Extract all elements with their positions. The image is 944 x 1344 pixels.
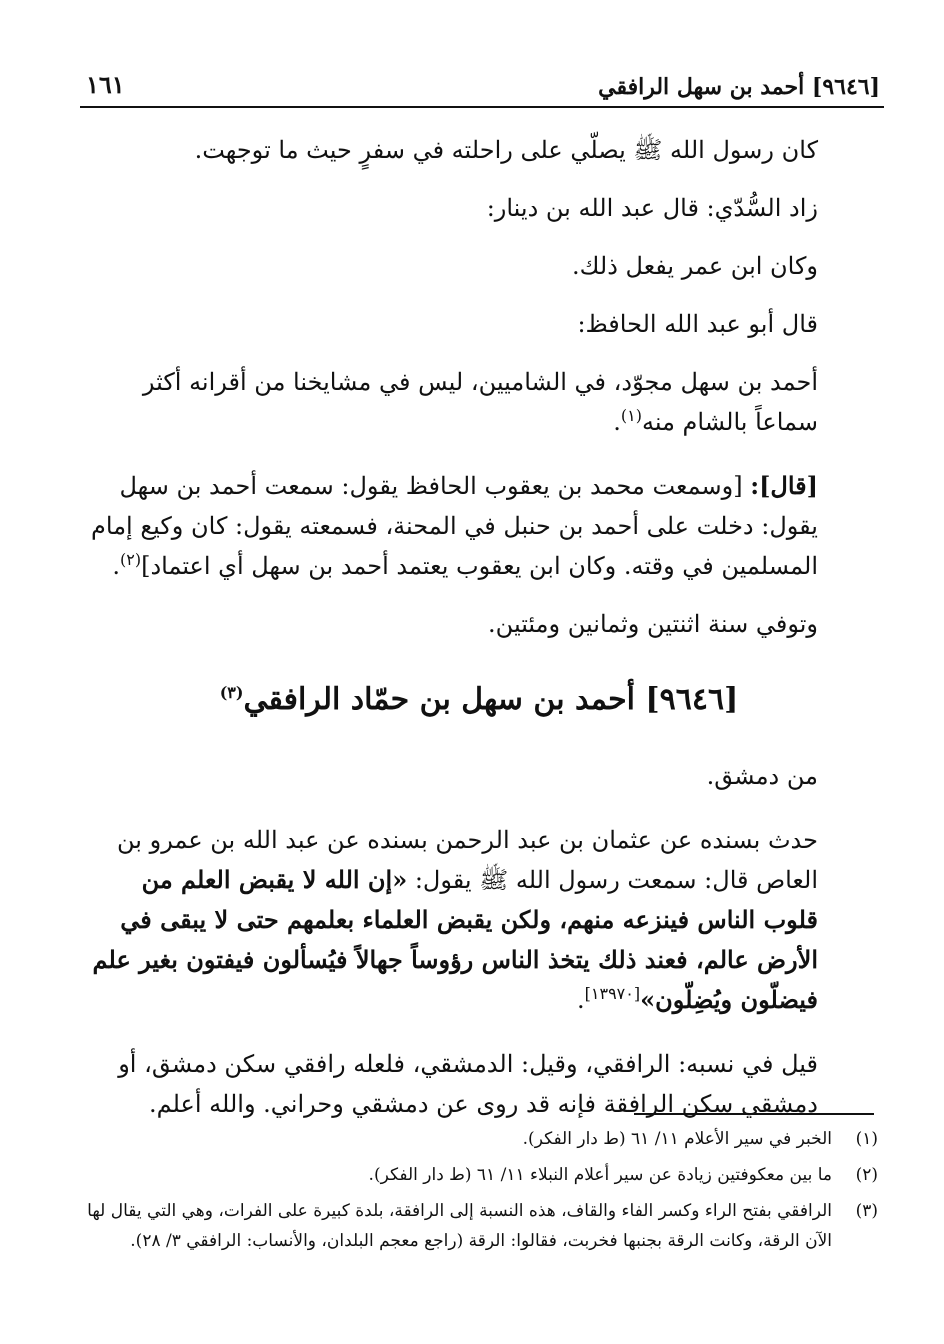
entry-heading xyxy=(80,678,878,722)
footnotes xyxy=(80,1124,878,1262)
paragraph-10: قيل في نسبه: الرافقي، وقيل: الدمشقي، فلعله رافقي سكن دمشق، أو دمشقي سكن الرافقة فإنه قد روى عن دمشقي وحراني. والله أعلم. xyxy=(118,1050,818,1118)
footnote-ref-2: (٢) xyxy=(119,550,142,569)
paragraph-6-text: [وسمعت محمد بن يعقوب الحافظ يقول: سمعت أحمد بن سهل يقول: دخلت على أحمد بن حنبل في المحنة، فسمعته يقول: كان وكيع إمام المسلمين في وقته. وكان ابن يعقوب يعتمد أحمد بن سهل أي اعتماد] xyxy=(91,472,818,580)
paragraph-8: من دمشق. xyxy=(706,762,818,790)
hadith-text: «إن الله لا يقبض العلم من قلوب الناس فينزعه منهم، ولكن يقبض العلماء بعلمهم حتى لا يبقى في الأرض عالم، فعند ذلك يتخذ الناس رؤوساً جهالاً فيُسألون فيفتون بغير علم فيضلّون ويُضِلّون» xyxy=(92,865,818,1014)
footnote-number: (٣) xyxy=(855,1201,878,1221)
header-rule xyxy=(80,106,884,108)
paragraph-5-text: أحمد بن سهل مجوّد، في الشاميين، ليس في مشايخنا من أقرانه أكثر سماعاً بالشام منه xyxy=(142,368,818,436)
footnote-text: ما بين معكوفتين زيادة عن سير أعلام النبلاء ١١/ ٦١ (ط دار الفكر). xyxy=(368,1165,832,1185)
qala-label: [قال]: xyxy=(750,471,818,500)
footnote-text: الرافقي بفتح الراء وكسر الفاء والقاف، هذه النسبة إلى الرافقة، بلدة كبيرة على الفرات، وهي التي يقال لها الآن الرقة، وكانت الرقة بجنبها فخربت، فقالوا: الرقة (راجع معجم البلدان، والأنساب: الرافقي ٣/ ٢٨). xyxy=(87,1201,832,1251)
footnote-number: (٢) xyxy=(855,1165,878,1185)
paragraph-7: وتوفي سنة اثنتين وثمانين ومئتين. xyxy=(488,610,818,638)
paragraph-6 xyxy=(80,466,878,586)
footnote-2 xyxy=(80,1160,878,1190)
paragraph-9-end: . xyxy=(576,986,585,1014)
footnote-ref-1: (١) xyxy=(620,406,642,425)
entry-heading-text: [٩٦٤٦] أحمد بن سهل بن حمّاد الرافقي xyxy=(243,682,739,717)
footnote-ref-3: (٣) xyxy=(219,683,244,702)
hadith-number: [١٣٩٧٠] xyxy=(584,984,641,1003)
running-title: [٩٦٤٦] أحمد بن سهل الرافقي xyxy=(598,74,880,100)
footnote-3 xyxy=(80,1196,878,1256)
paragraph-5-end: . xyxy=(613,408,621,436)
paragraph-2: زاد السُّدّي: قال عبد الله بن دينار: xyxy=(486,194,818,222)
paragraph-5 xyxy=(80,362,878,442)
main-text xyxy=(80,130,878,1124)
paragraph-9-text: حدث بسنده عن عثمان بن عبد الرحمن بسنده عن عبد الله بن عمرو بن العاص قال: سمعت رسول الله ﷺ يقول: xyxy=(117,826,818,894)
paragraph-6-end: . xyxy=(112,552,120,580)
footnote-1 xyxy=(80,1124,878,1154)
paragraph-3: وكان ابن عمر يفعل ذلك. xyxy=(572,252,818,280)
footnote-rule xyxy=(634,1113,874,1115)
paragraph-4: قال أبو عبد الله الحافظ: xyxy=(577,310,818,338)
paragraph-9 xyxy=(80,820,878,1020)
page-number: ١٦١ xyxy=(86,70,125,99)
footnote-text: الخبر في سير الأعلام ١١/ ٦١ (ط دار الفكر). xyxy=(522,1129,832,1149)
footnote-number: (١) xyxy=(855,1129,878,1149)
paragraph-1: كان رسول الله ﷺ يصلّي على راحلته في سفرٍ حيث ما توجهت. xyxy=(194,136,818,164)
